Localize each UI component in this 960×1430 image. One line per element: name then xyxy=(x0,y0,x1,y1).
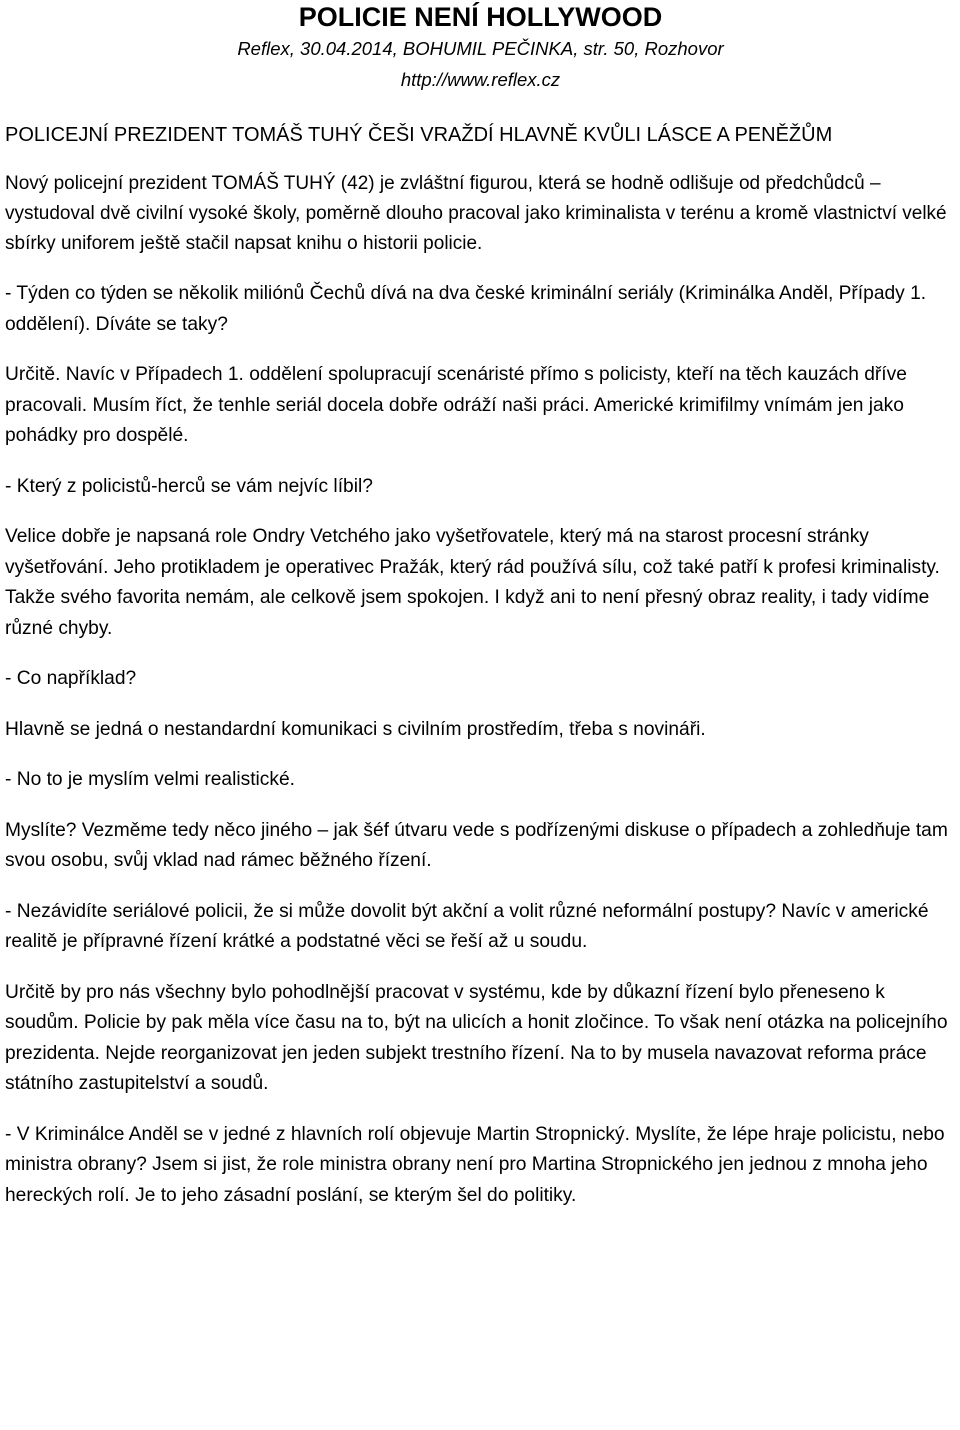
paragraph-question: - Nezávidíte seriálové policii, že si může dovolit být akční a volit různé neformální postupy? Navíc v americké realitě je přípravné řízení krátké a podstatné věci se řeší až u soudu. xyxy=(5,900,929,952)
paragraph-question: - Co například? xyxy=(5,668,137,689)
paragraph-question: - V Kriminálce Anděl se v jedné z hlavních rolí objevuje Martin Stropnický. Myslíte, že lépe hraje policistu, nebo ministra obrany? Jsem si jist, že role ministra obrany není pro Martina Stropnického jen jednou z mnoha jeho hereckých rolí. Je to jeho zásadní poslání, se kterým šel do politiky. xyxy=(5,1123,945,1206)
paragraph-question: - Který z policistů-herců se vám nejvíc líbil? xyxy=(5,475,373,497)
paragraph-answer: Určitě by pro nás všechny bylo pohodlnější pracovat v systému, kde by důkazní řízení bylo přeneseno k soudům. Policie by pak měla více času na to, být na ulicích a honit zločince. To však není otázka na policejního prezidenta. Nejde reorganizovat jen jeden subjekt trestního řízení. Na to by musela navazovat reforma práce státního zastupitelství a soudů. xyxy=(5,981,948,1094)
source-url: http://www.reflex.cz xyxy=(400,69,561,90)
article-meta xyxy=(5,33,956,95)
source-info: Reflex, 30.04.2014, BOHUMIL PEČINKA, str. 50, Rozhovor xyxy=(237,38,724,59)
paragraph-answer: Myslíte? Vezměme tedy něco jiného – jak šéf útvaru vede s podřízenými diskuse o případech a zohledňuje tam svou osobu, svůj vklad nad rámec běžného řízení. xyxy=(5,819,948,871)
paragraph-answer: Velice dobře je napsaná role Ondry Vetchého jako vyšetřovatele, který má na starost procesní stránky vyšetřování. Jeho protikladem je operativec Pražák, který rád používá sílu, což také patří k profesi kriminalisty. Takže svého favorita nemám, ale celkově jsem spokojen. I když ani to není přesný obraz reality, i tady vidíme různé chyby. xyxy=(5,526,940,639)
paragraph-answer: Určitě. Navíc v Případech 1. oddělení spolupracují scenáristé přímo s policisty, kteří na těch kauzách dříve pracovali. Musím říct, že tenhle seriál docela dobře odráží naši práci. Americké krimifilmy vnímám jen jako pohádky pro dospělé. xyxy=(5,364,907,446)
article-headline: POLICEJNÍ PREZIDENT TOMÁŠ TUHÝ ČEŠI VRAŽDÍ HLAVNĚ KVŮLI LÁSCE A PENĚŽŮM xyxy=(5,124,833,146)
paragraph-answer: Hlavně se jedná o nestandardní komunikaci s civilním prostředím, třeba s novináři. xyxy=(5,718,706,740)
article-lead: Nový policejní prezident TOMÁŠ TUHÝ (42) je zvláštní figurou, která se hodně odlišuje od předchůdců – vystudoval dvě civilní vysoké školy, poměrně dlouho pracoval jako kriminalista v terénu a kromě vlastnictví velké sbírky uniforem ještě stačil napsat knihu o historii policie. xyxy=(5,173,947,254)
article-title: POLICIE NENÍ HOLLYWOOD xyxy=(298,2,663,32)
paragraph-question: - No to je myslím velmi realistické. xyxy=(5,769,295,790)
paragraph-question: - Týden co týden se několik miliónů Čechů dívá na dva české kriminální seriály (Kriminálka Anděl, Případy 1. oddělení). Díváte se taky? xyxy=(5,283,927,335)
